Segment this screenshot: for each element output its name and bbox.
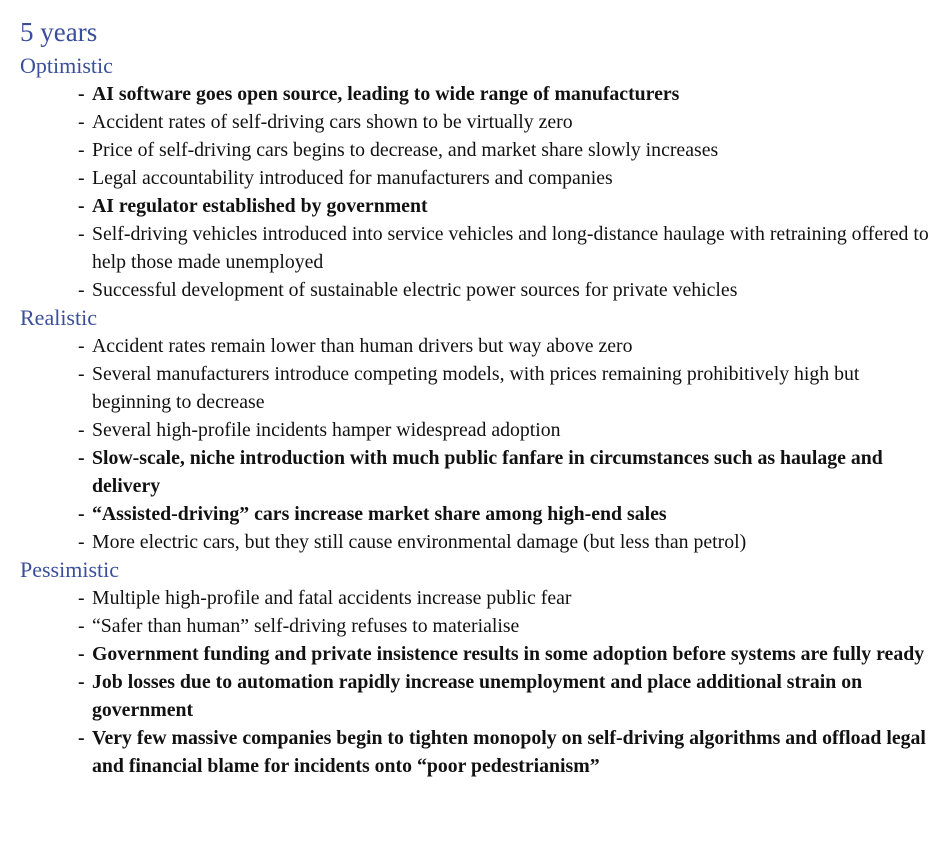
- list-item-text: Multiple high-profile and fatal accidents increase public fear: [92, 587, 572, 609]
- list-item-text: Self-driving vehicles introduced into service vehicles and long-distance haulage with retraining offered to help those made unemployed: [92, 223, 929, 273]
- document: [20, 12, 935, 780]
- list-item: [56, 724, 935, 780]
- list-item: [56, 668, 935, 724]
- bullet-dash: -: [78, 615, 85, 637]
- list-item-text: Slow-scale, niche introduction with much public fanfare in circumstances such as haulage and delivery: [92, 447, 883, 497]
- list-item: [56, 192, 935, 220]
- list-item: [56, 584, 935, 612]
- list-item: [56, 276, 935, 304]
- bullet-dash: -: [78, 195, 85, 217]
- bullet-dash: -: [78, 643, 85, 665]
- list-optimistic: [20, 80, 935, 304]
- list-item-text: Successful development of sustainable electric power sources for private vehicles: [92, 279, 738, 301]
- list-pessimistic: [20, 584, 935, 780]
- list-item-text: Very few massive companies begin to tighten monopoly on self-driving algorithms and offload legal and financial blame for incidents onto “poor pedestrianism”: [92, 727, 926, 777]
- bullet-dash: -: [78, 111, 85, 133]
- bullet-dash: -: [78, 167, 85, 189]
- list-item-text: More electric cars, but they still cause environmental damage (but less than petrol): [92, 531, 747, 553]
- section-heading-optimistic: Optimistic: [20, 53, 113, 78]
- list-item-text: “Safer than human” self-driving refuses to materialise: [92, 615, 520, 637]
- list-item: [56, 444, 935, 500]
- list-item-text: AI regulator established by government: [92, 195, 428, 217]
- bullet-dash: -: [78, 587, 85, 609]
- bullet-dash: -: [78, 335, 85, 357]
- bullet-dash: -: [78, 671, 85, 693]
- section-heading-pessimistic: Pessimistic: [20, 557, 120, 582]
- list-item: [56, 332, 935, 360]
- list-realistic: [20, 332, 935, 556]
- list-item-text: Legal accountability introduced for manufacturers and companies: [92, 167, 613, 189]
- list-item-text: Government funding and private insistence results in some adoption before systems are fully ready: [92, 643, 925, 665]
- list-item: [56, 164, 935, 192]
- list-item-text: “Assisted-driving” cars increase market share among high-end sales: [92, 503, 667, 525]
- list-item: [56, 416, 935, 444]
- list-item: [56, 640, 935, 668]
- list-item-text: Several high-profile incidents hamper widespread adoption: [92, 419, 561, 441]
- list-item-text: Accident rates remain lower than human drivers but way above zero: [92, 335, 633, 357]
- bullet-dash: -: [78, 279, 85, 301]
- bullet-dash: -: [78, 531, 85, 553]
- list-item: [56, 108, 935, 136]
- sections-container: [20, 52, 935, 780]
- list-item-text: Price of self-driving cars begins to decrease, and market share slowly increases: [92, 139, 719, 161]
- bullet-dash: -: [78, 447, 85, 469]
- list-item-text: Several manufacturers introduce competing models, with prices remaining prohibitively high but beginning to decrease: [92, 363, 860, 413]
- list-item-text: Accident rates of self-driving cars shown to be virtually zero: [92, 111, 573, 133]
- bullet-dash: -: [78, 727, 85, 749]
- list-item: [56, 220, 935, 276]
- list-item: [56, 500, 935, 528]
- bullet-dash: -: [78, 419, 85, 441]
- list-item: [56, 136, 935, 164]
- section-heading-realistic: Realistic: [20, 305, 97, 330]
- list-item: [56, 612, 935, 640]
- bullet-dash: -: [78, 139, 85, 161]
- bullet-dash: -: [78, 363, 85, 385]
- list-item-text: AI software goes open source, leading to wide range of manufacturers: [92, 83, 680, 105]
- list-item: [56, 360, 935, 416]
- list-item: [56, 80, 935, 108]
- list-item-text: Job losses due to automation rapidly increase unemployment and place additional strain on government: [92, 671, 863, 721]
- page-title: 5 years: [20, 17, 98, 47]
- bullet-dash: -: [78, 503, 85, 525]
- bullet-dash: -: [78, 223, 85, 245]
- list-item: [56, 528, 935, 556]
- bullet-dash: -: [78, 83, 85, 105]
